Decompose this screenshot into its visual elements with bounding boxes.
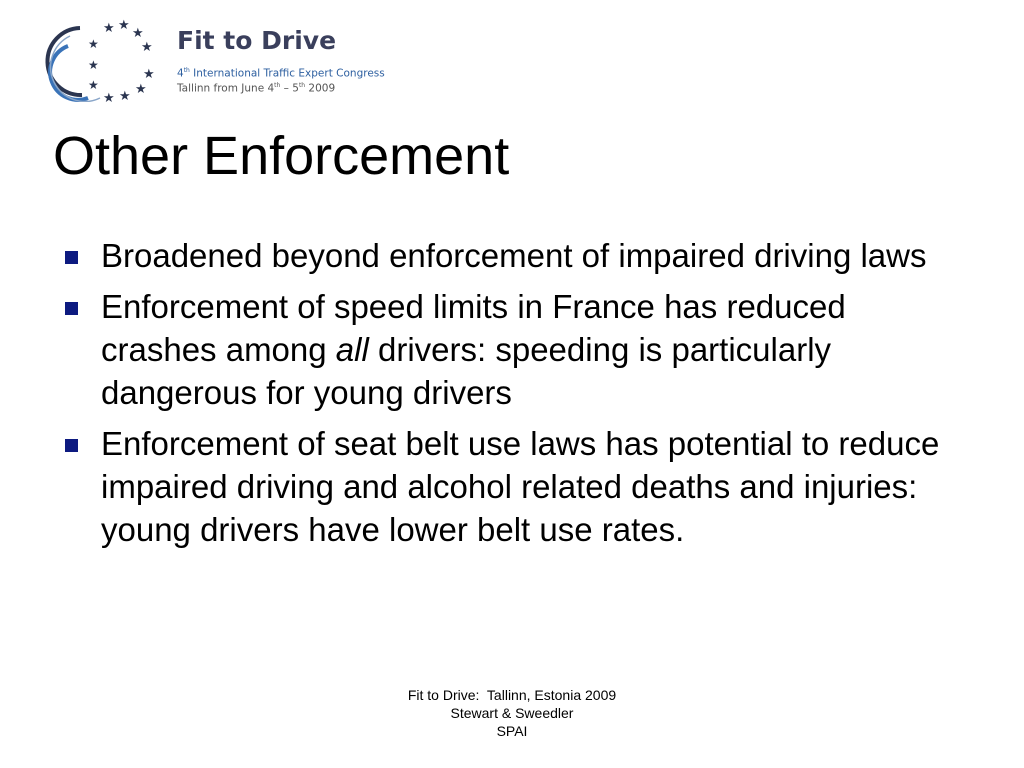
- bullet-item: [60, 234, 960, 277]
- dates-prefix: Tallinn from June 4: [177, 82, 275, 95]
- congress-label: International Traffic Expert Congress: [189, 67, 385, 80]
- bullet-item: [60, 285, 960, 414]
- square-bullet-icon: [65, 439, 78, 452]
- slide-footer: [362, 686, 662, 740]
- slide-title: Other Enforcement: [53, 126, 510, 186]
- congress-dates: [177, 82, 335, 95]
- congress-number: 4: [177, 67, 184, 80]
- footer-event: Fit to Drive: Tallinn, Estonia 2009: [407, 687, 617, 703]
- congress-ordinal: th: [183, 67, 190, 74]
- svg-text:★: ★: [132, 26, 144, 41]
- bullet-item: [60, 422, 960, 551]
- bullet-list: [60, 234, 960, 559]
- svg-text:★: ★: [135, 82, 147, 97]
- square-bullet-icon: [65, 302, 78, 315]
- footer-authors: Stewart & Sweedler: [450, 705, 574, 721]
- congress-logo: [40, 16, 440, 102]
- svg-text:★: ★: [118, 18, 130, 33]
- square-bullet-icon: [65, 251, 78, 264]
- bullet-text: Enforcement of speed limits in France has reduced crashes among: [101, 288, 846, 368]
- svg-text:★: ★: [119, 89, 131, 102]
- dates-suffix: 2009: [305, 82, 336, 95]
- svg-text:★: ★: [141, 40, 153, 55]
- bullet-text: Broadened beyond enforcement of impaired driving laws: [101, 237, 927, 274]
- footer-organization: SPAI: [496, 723, 528, 739]
- ring-of-stars-icon: [40, 16, 170, 102]
- dates-middle: – 5: [280, 82, 299, 95]
- svg-text:★: ★: [103, 91, 115, 102]
- bullet-emphasis: all: [335, 331, 369, 368]
- dates-ordinal-1: th: [274, 82, 281, 89]
- congress-name: [177, 67, 385, 80]
- svg-text:★: ★: [88, 37, 99, 51]
- svg-text:★: ★: [88, 58, 99, 72]
- svg-text:★: ★: [143, 67, 155, 82]
- bullet-text-continued: drivers: speeding is particularly dangerous for young drivers: [101, 331, 832, 411]
- svg-text:★: ★: [103, 21, 115, 36]
- dates-ordinal-2: th: [298, 82, 306, 89]
- svg-text:★: ★: [88, 78, 99, 92]
- bullet-text: Enforcement of seat belt use laws has potential to reduce impaired driving and alcohol related deaths and injuries: young drivers have lower belt use rates.: [101, 425, 940, 548]
- logo-title: Fit to Drive: [177, 26, 337, 55]
